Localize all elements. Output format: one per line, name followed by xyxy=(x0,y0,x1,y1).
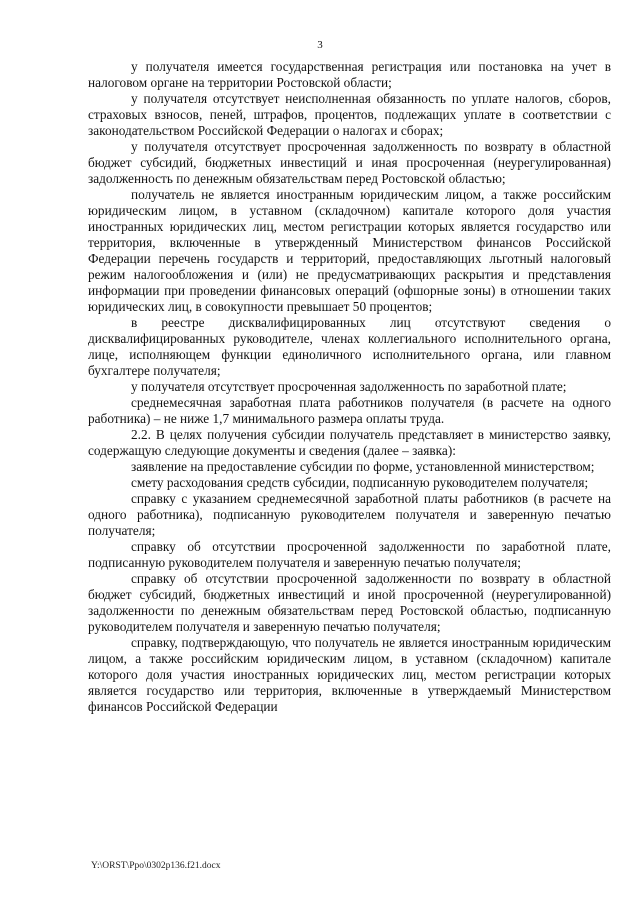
paragraph: заявление на предоставление субсидии по форме, установленной министерством; xyxy=(131,459,595,474)
paragraph: у получателя отсутствует неисполненная обязанность по уплате налогов, сборов, страховых взносов, пеней, штрафов, процентов, подлежащих уплате в соответствии с законодательством Российской Федерации о налогах и сборах; xyxy=(88,91,611,138)
paragraph: в реестре дисквалифицированных лиц отсутствуют сведения о дисквалифицированных руководителе, членах коллегиального исполнительного органа, лице, исполняющем функции единоличного исполнительного органа, или главном бухгалтере получателя; xyxy=(88,315,611,378)
paragraph: у получателя отсутствует просроченная задолженность по возврату в областной бюджет субсидий, бюджетных инвестиций и иная просроченная (неурегулированная) задолженность по денежным обязательствам перед Ростовской областью; xyxy=(88,139,611,186)
paragraph: среднемесячная заработная плата работников получателя (в расчете на одного работника) – не ниже 1,7 минимального размера оплаты труда. xyxy=(88,395,611,426)
paragraph: получатель не является иностранным юридическим лицом, а также российским юридическим лицом, в уставном (складочном) капитале которого доля участия иностранных юридических лиц, местом регистрации которых является государство или территория, включенные в утвержденный Министерством финансов Российской Федерации перечень государств и территорий, предоставляющих льготный налоговый режим налогообложения и (или) не предусматривающих раскрытия и представления информации при проведении финансовых операций (офшорные зоны) в отношении таких юридических лиц, в совокупности превышает 50 процентов; xyxy=(88,187,611,314)
footer-file-path: Y:\ORST\Ppo\0302p136.f21.docx xyxy=(91,861,221,871)
page-number: 3 xyxy=(317,39,323,51)
paragraph: справку об отсутствии просроченной задолженности по заработной плате, подписанную руководителем получателя и заверенную печатью получателя; xyxy=(88,539,611,570)
paragraph: справку, подтверждающую, что получатель не является иностранным юридическим лицом, а также российским юридическим лицом, в уставном (складочном) капитале которого доля участия иностранных юридических лиц, местом регистрации которых является государство или территория, включенные в утверждаемый Министерством финансов Российской Федерации xyxy=(88,635,611,714)
paragraph: 2.2. В целях получения субсидии получатель представляет в министерство заявку, содержащую следующие документы и сведения (далее – заявка): xyxy=(88,427,611,458)
paragraph: смету расходования средств субсидии, подписанную руководителем получателя; xyxy=(131,475,589,490)
paragraph: справку об отсутствии просроченной задолженности по возврату в областной бюджет субсидий, бюджетных инвестиций и иной просроченной (неурегулированной) задолженности по денежным обязательствам перед Ростовской областью, подписанную руководителем получателя и заверенную печатью получателя; xyxy=(88,571,611,634)
paragraph: справку с указанием среднемесячной заработной платы работников (в расчете на одного работника), подписанную руководителем получателя и заверенную печатью получателя; xyxy=(88,491,611,538)
paragraph: у получателя отсутствует просроченная задолженность по заработной плате; xyxy=(131,379,567,394)
paragraph: у получателя имеется государственная регистрация или постановка на учет в налоговом органе на территории Ростовской области; xyxy=(88,59,611,90)
document-body xyxy=(88,59,611,715)
